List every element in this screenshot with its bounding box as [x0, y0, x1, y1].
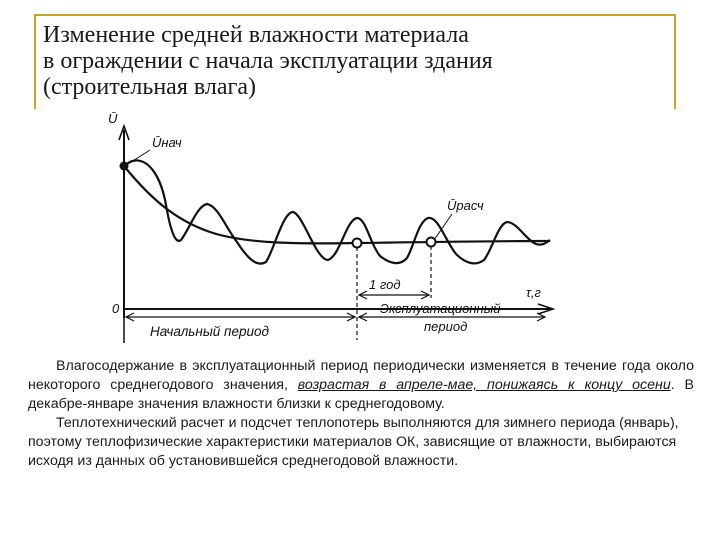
u-calc-leader — [434, 214, 452, 240]
paragraph1-lead: Влагосодержание в эксплуатационный период периодически изменяется в течение года около некоторого среднегодового значения, — [28, 358, 694, 393]
paragraph1-emphasis: возрастая в апреле-мае, понижаясь к концу осени — [297, 377, 671, 393]
year-start-point — [353, 239, 362, 248]
paragraph-moisture-variation — [28, 357, 694, 414]
x-axis-label: τ,г — [526, 285, 541, 300]
initial-period-label: Начальный период — [150, 324, 269, 339]
title-line-1: Изменение средней влажности материала — [43, 22, 469, 48]
start-point-dot — [120, 162, 129, 171]
paragraph1-tail: . В декабре-январе значения влажности близки к среднегодовому. — [28, 377, 694, 412]
u-calc-label: Ūрасч — [447, 198, 484, 213]
paragraph-calculation-note: Теплотехнический расчет и подсчет теплопотерь выполняются для зимнего периода (январь), поэтому теплофизические характеристики материалов ОК, зависящие от влажности, выбираются исходя из данных об установившейся среднегодовой влажности. — [28, 415, 679, 469]
u-start-label: Ūнач — [152, 135, 182, 150]
mean-moisture-curve — [124, 166, 550, 243]
origin-label: 0 — [112, 301, 120, 316]
one-year-label: 1 год — [369, 277, 401, 292]
operational-period-label-line2: период — [424, 319, 468, 334]
operational-period-label-line1: Эксплуатационный — [380, 301, 501, 316]
oscillating-moisture-curve — [124, 160, 550, 263]
title-line-3: (строительная влага) — [43, 74, 256, 100]
title-line-2: в ограждении с начала эксплуатации здания — [43, 48, 493, 74]
y-axis-label: Ū — [108, 111, 118, 126]
explanation-text — [28, 357, 694, 471]
year-end-point — [427, 238, 436, 247]
